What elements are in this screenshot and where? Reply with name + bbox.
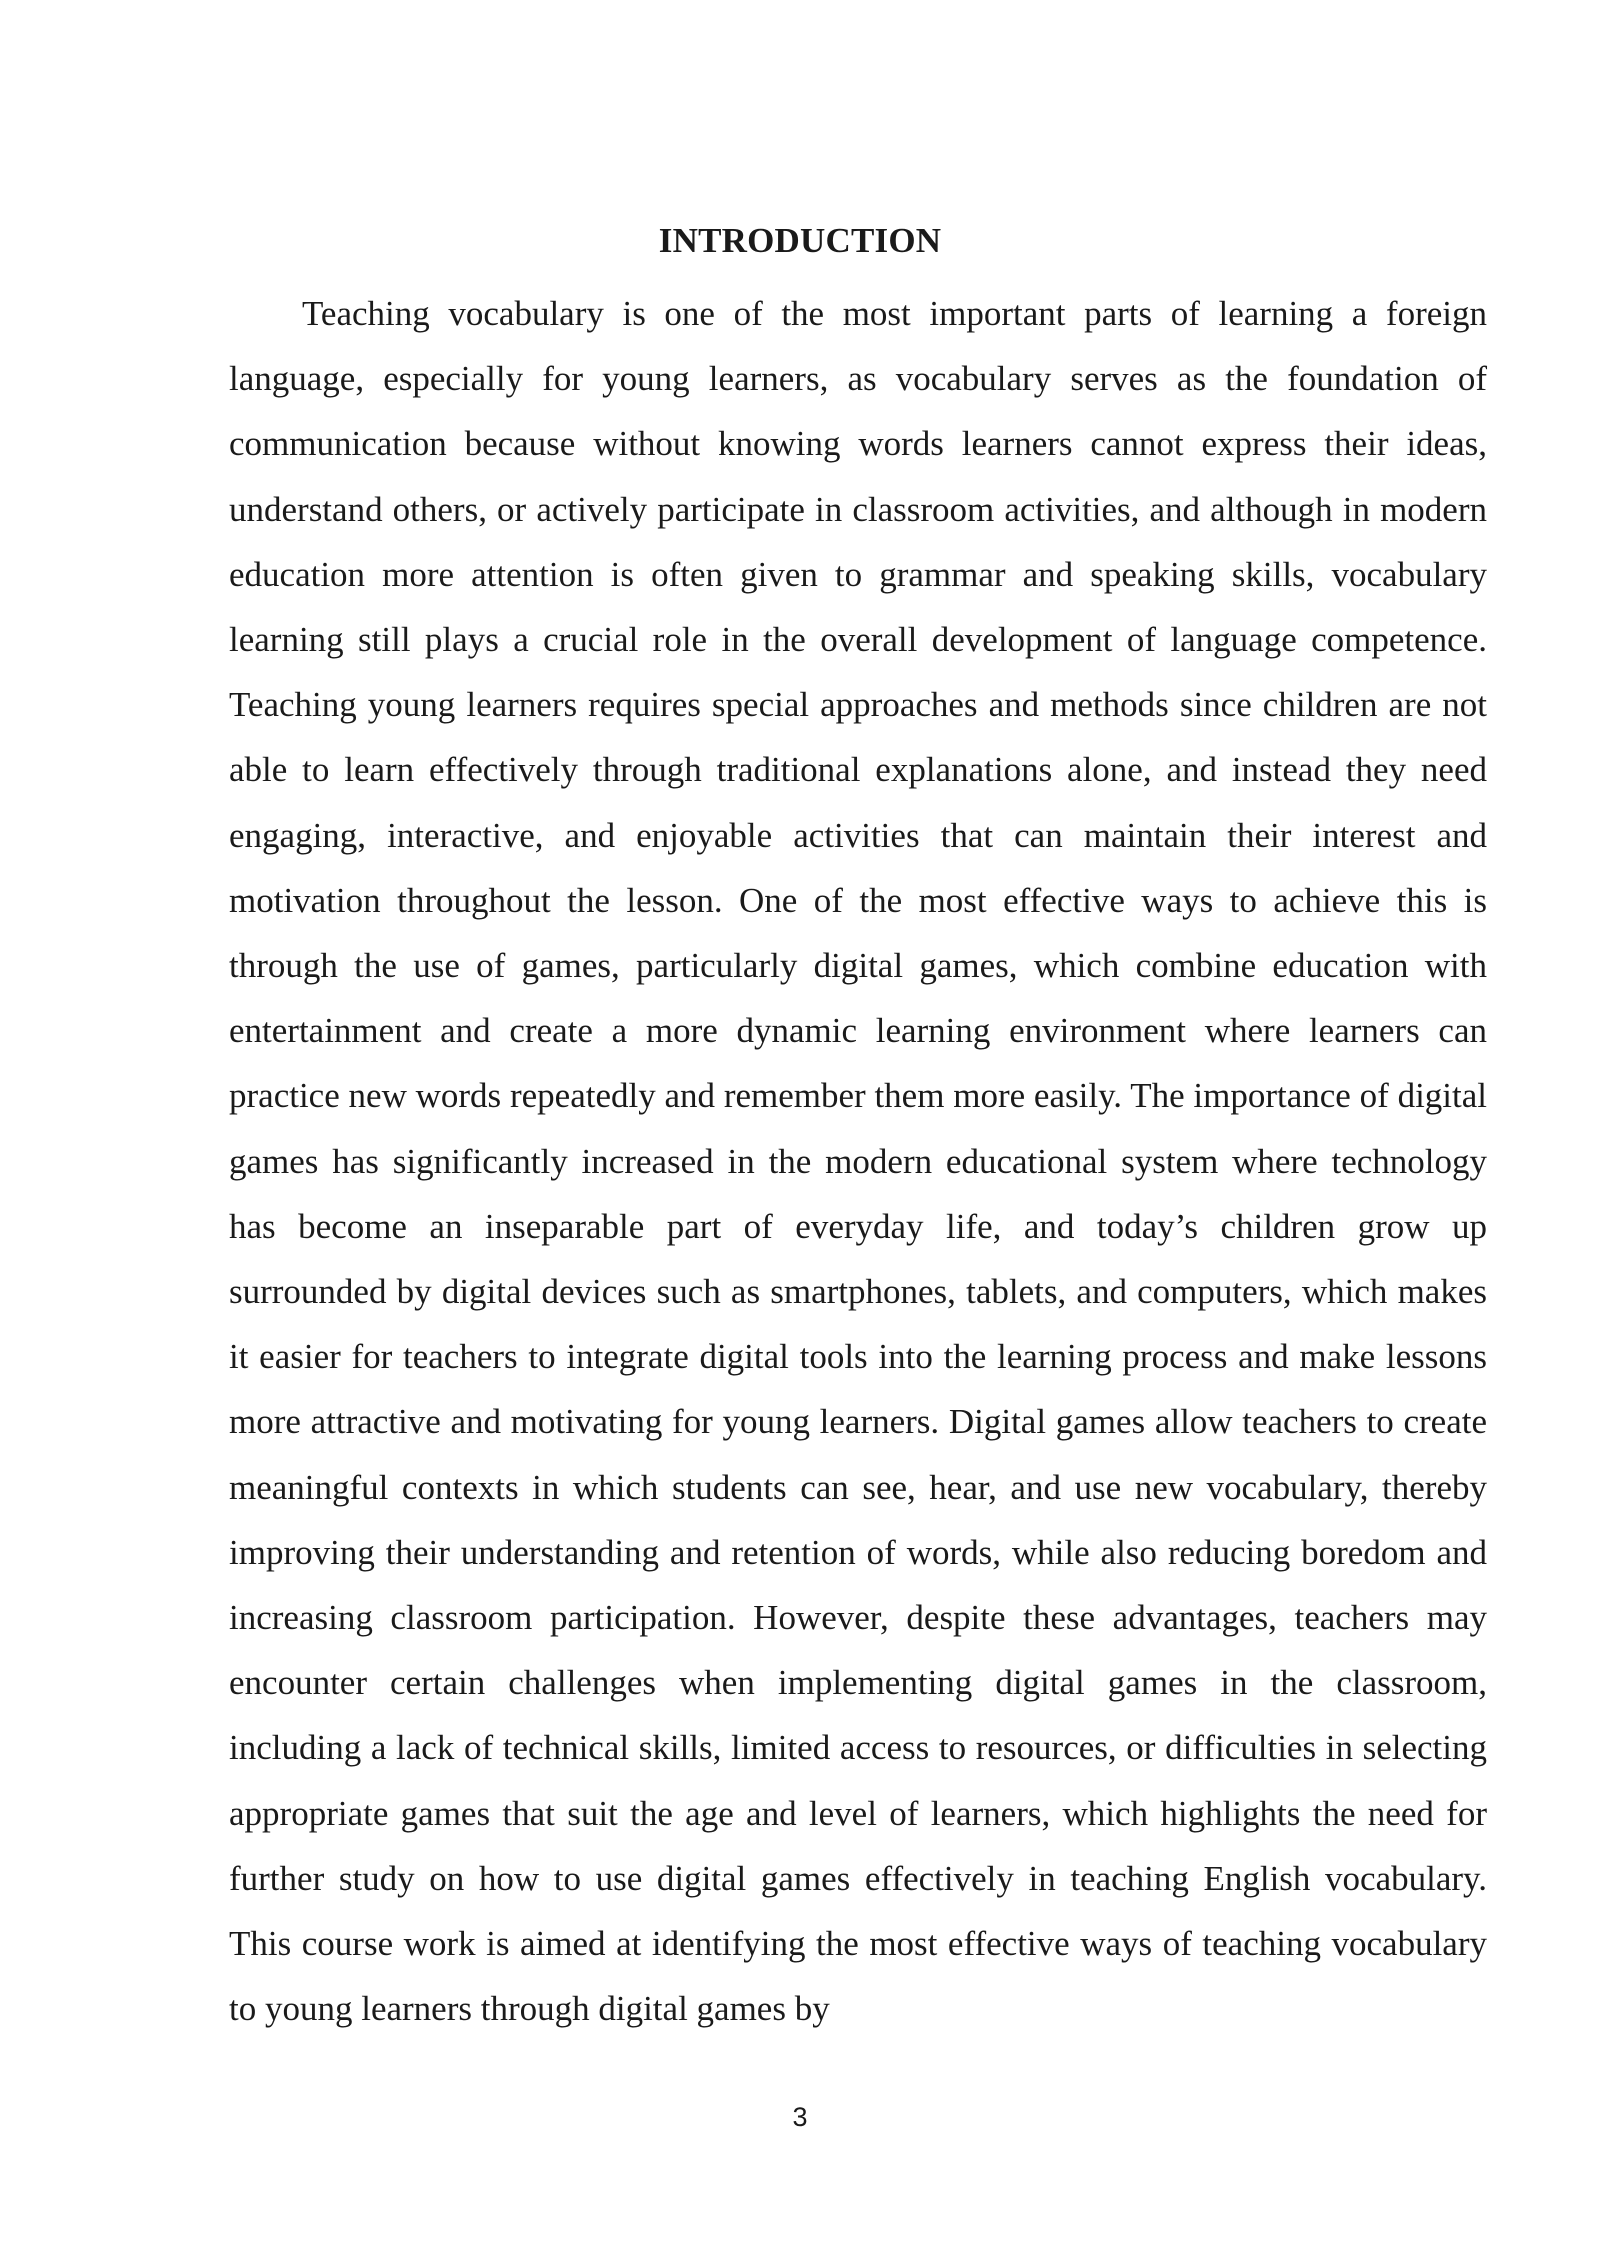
body-paragraph: Teaching vocabulary is one of the most important parts of learning a foreign language, especially for young learners, as vocabulary serves as the foundation of communication because without knowing words learners cannot express their ideas, understand others, or actively participate in classroom activities, and although in modern education more attention is often given to grammar and speaking skills, vocabulary learning still plays a crucial role in the overall development of language competence. Teaching young learners requires special approaches and methods since children are not able to learn effectively through traditional explanations alone, and instead they need engaging, interactive, and enjoyable activities that can maintain their interest and motivation throughout the lesson. One of the most effective ways to achieve this is through the use of games, particularly digital games, which combine education with entertainment and create a more dynamic learning environment where learners can practice new words repeatedly and remember them more easily. The importance of digital games has significantly increased in the modern educational system where technology has become an inseparable part of everyday life, and today’s children grow up surrounded by digital devices such as smartphones, tablets, and computers, which makes it easier for teachers to integrate digital tools into the learning process and make lessons more attractive and motivating for young learners. Digital games allow teachers to create meaningful contexts in which students can see, hear, and use new vocabulary, thereby improving their understanding and retention of words, while also reducing boredom and increasing classroom participation. However, despite these advantages, teachers may encounter certain challenges when implementing digital games in the classroom, including a lack of technical skills, limited access to resources, or difficulties in selecting appropriate games that suit the age and level of learners, which highlights the need for further study on how to use digital games effectively in teaching English vocabulary. This course work is aimed at identifying the most effective ways of teaching vocabulary to young learners through digital games by xyxy=(229,294,1487,2029)
section-heading: INTRODUCTION xyxy=(658,221,942,260)
page-number: 3 xyxy=(792,2102,808,2132)
